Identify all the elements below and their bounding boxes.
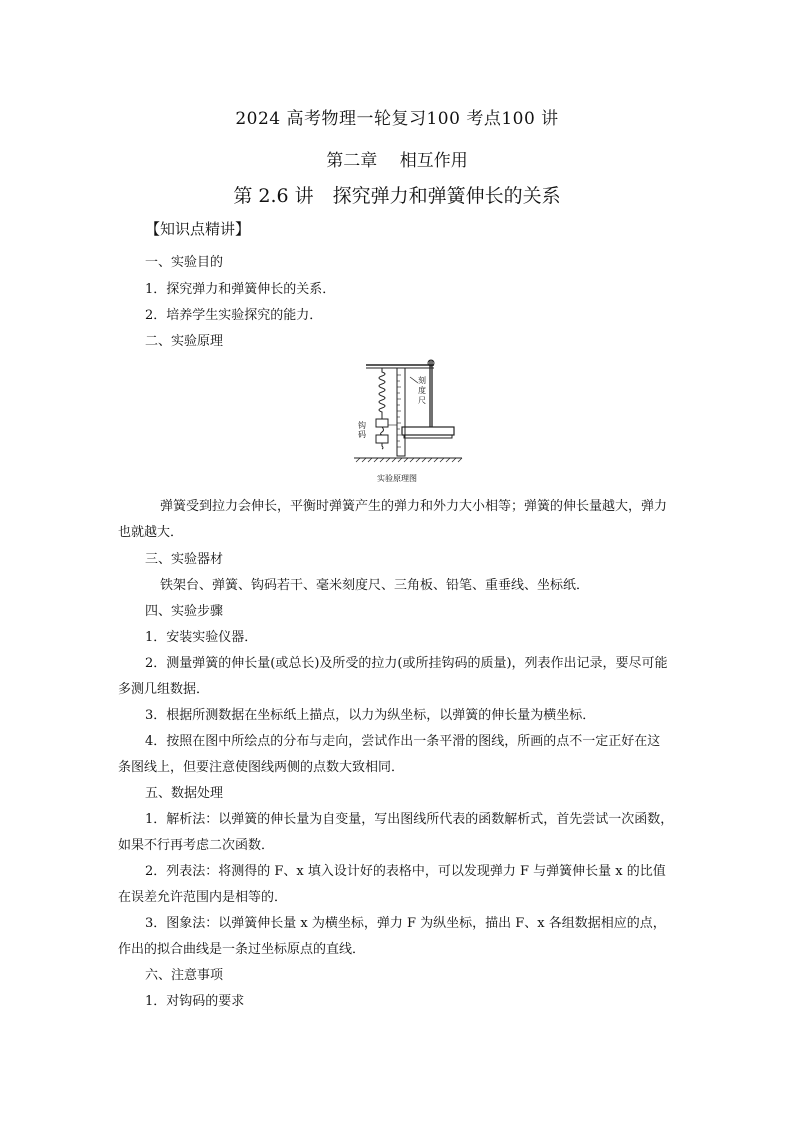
heading-notes: 六、注意事项 (145, 968, 224, 983)
section-label: 【知识点精讲】 (145, 220, 251, 238)
heading-steps: 四、实验步骤 (145, 604, 224, 619)
step-4-line-2: 条图线上，但要注意使图线两侧的点数大致相同． (118, 760, 405, 775)
data-1-line-2: 如果不行再考虑二次函数． (118, 838, 275, 853)
data-1-line-1: 1．解析法：以弹簧的伸长量为自变量，写出图线所代表的函数解析式，首先尝试一次函数， (145, 812, 674, 827)
data-3-line-1: 3．图象法：以弹簧伸长量 x 为横坐标，弹力 F 为纵坐标，描出 F、x 各组数据相应的点， (145, 916, 666, 931)
svg-text:码: 码 (358, 430, 366, 439)
data-3-line-2: 作出的拟合曲线是一条过坐标原点的直线． (118, 942, 366, 957)
heading-goal: 一、实验目的 (145, 255, 224, 270)
apparatus-figure (352, 355, 464, 465)
goal-item-1: 1．探究弹力和弹簧伸长的关系． (145, 282, 336, 297)
data-2-line-2: 在误差允许范围内是相等的． (118, 890, 288, 905)
svg-text:钩: 钩 (358, 421, 366, 430)
principle-line-2: 也就越大． (118, 525, 184, 540)
lecture-title: 第 2.6 讲 探究弹力和弹簧伸长的关系 (233, 185, 561, 207)
heading-principle: 二、实验原理 (145, 334, 224, 349)
ruler-label-2: 度 (418, 386, 426, 395)
heading-equipment: 三、实验器材 (145, 552, 224, 567)
ruler-label-3: 尺 (418, 396, 426, 405)
ruler-label-1: 刻 (418, 376, 426, 385)
equipment-list: 铁架台、弹簧、钩码若干、毫米刻度尺、三角板、铅笔、重垂线、坐标纸． (160, 578, 590, 593)
principle-line-1: 弹簧受到拉力会伸长，平衡时弹簧产生的弹力和外力大小相等；弹簧的伸长量越大，弹力 (160, 499, 668, 514)
figure-caption: 实验原理图 (377, 474, 417, 483)
goal-item-2: 2．培养学生实验探究的能力． (145, 308, 323, 323)
main-title: 2024 高考物理一轮复习100 考点100 讲 (235, 109, 559, 129)
step-4-line-1: 4．按照在图中所绘点的分布与走向，尝试作出一条平滑的图线，所画的点不一定正好在这 (145, 734, 661, 749)
heading-data: 五、数据处理 (145, 786, 224, 801)
step-1: 1．安装实验仪器． (145, 630, 258, 645)
step-3: 3．根据所测数据在坐标纸上描点，以力为纵坐标，以弹簧的伸长量为横坐标． (145, 708, 596, 723)
step-2-line-1: 2．测量弹簧的伸长量(或总长)及所受的拉力(或所挂钩码的质量)，列表作出记录，要尽可能 (145, 656, 668, 671)
note-1: 1．对钩码的要求 (145, 994, 245, 1009)
step-2-line-2: 多测几组数据． (118, 682, 210, 697)
chapter-title: 第二章 相互作用 (326, 151, 468, 171)
data-2-line-1: 2．列表法：将测得的 F、x 填入设计好的表格中，可以发现弹力 F 与弹簧伸长量 x 的比值 (145, 864, 666, 879)
